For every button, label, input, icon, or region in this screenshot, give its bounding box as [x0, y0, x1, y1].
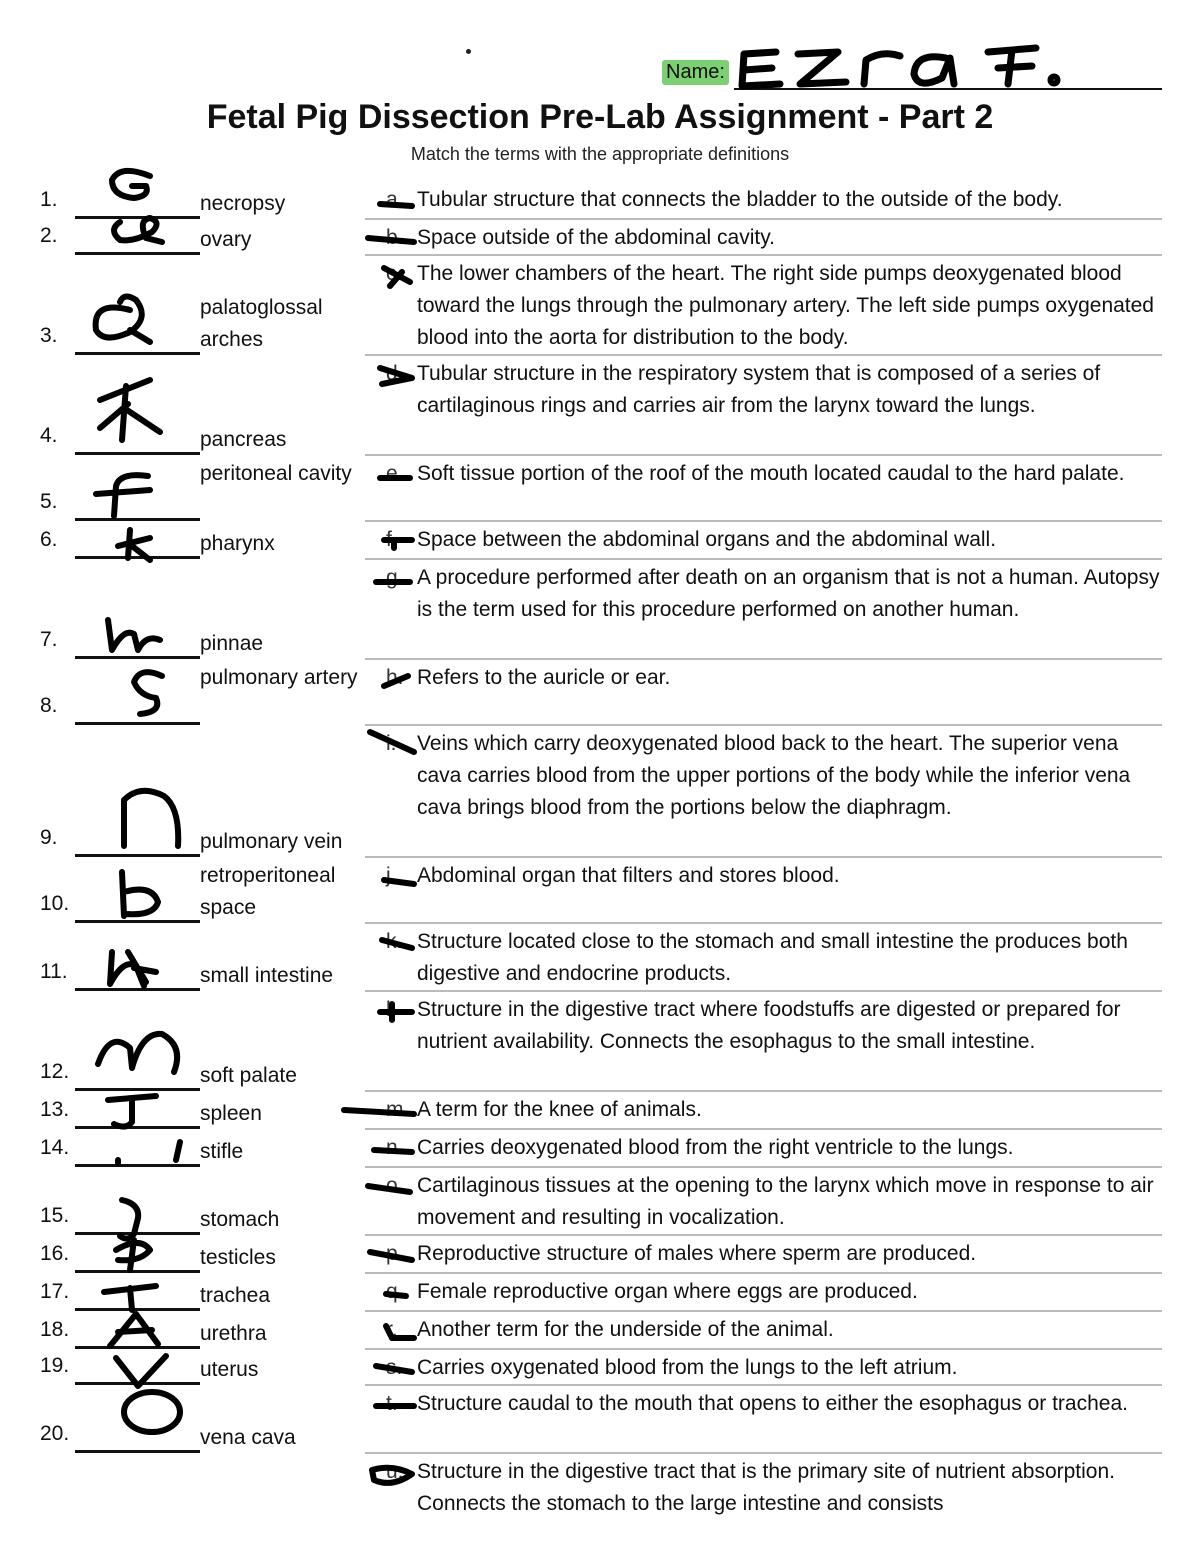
list-item [0, 1456, 1200, 1526]
answer-value [75, 692, 76, 693]
answer-value [75, 222, 76, 223]
item-number: 4. [40, 424, 58, 447]
answer-blank[interactable] [75, 1232, 200, 1235]
row-divider [365, 1234, 1162, 1236]
answer-blank[interactable] [75, 216, 200, 219]
definition-letter: a. [386, 188, 404, 211]
definition-letter: r. [386, 1318, 398, 1341]
definition-letter: e. [386, 462, 404, 485]
answer-blank[interactable] [75, 1382, 200, 1385]
answer-blank[interactable] [75, 1126, 200, 1129]
item-number: 10. [40, 892, 70, 915]
term-label: pharynx [200, 532, 275, 555]
definition-text: Space between the abdominal organs and the abdominal wall. [417, 528, 997, 551]
answer-value [75, 1096, 76, 1097]
definition-letter: c. [386, 262, 403, 285]
answer-value [75, 488, 76, 489]
list-item [0, 1094, 1200, 1132]
definition-text: A procedure performed after death on an organism that is not a human. Autopsy is the term used for this procedure performed on another human. [417, 566, 1160, 621]
item-number: 18. [40, 1318, 70, 1341]
answer-value [75, 1240, 76, 1241]
term-label: uterus [200, 1358, 259, 1381]
term-label: stomach [200, 1208, 280, 1231]
page-title: Fetal Pig Dissection Pre-Lab Assignment - Part 2 [206, 98, 994, 136]
term-label: ovary [200, 228, 252, 251]
definition-letter: t. [386, 1392, 398, 1415]
item-number: 13. [40, 1098, 70, 1121]
answer-value [75, 1316, 76, 1317]
term-label: peritoneal cavity [200, 462, 352, 485]
list-item [0, 1314, 1200, 1352]
row-divider [365, 658, 1162, 660]
term-label: vena cava [200, 1426, 296, 1449]
definition-text: Cartilaginous tissues at the opening to the larynx which move in response to air movement and resulting in vocalization. [417, 1174, 1154, 1229]
definition-letter: n. [386, 1136, 404, 1159]
definition-text: Refers to the auricle or ear. [417, 666, 671, 689]
row-divider [365, 354, 1162, 356]
definition-text: A term for the knee of animals. [417, 1098, 702, 1121]
row-divider [365, 856, 1162, 858]
list-item [0, 1352, 1200, 1388]
answer-value [75, 322, 76, 323]
term-label: palatoglossal arches [200, 296, 323, 351]
list-item [0, 994, 1200, 1094]
answer-value [75, 526, 76, 527]
item-number: 2. [40, 224, 58, 247]
answer-blank[interactable] [75, 252, 200, 255]
term-label: spleen [200, 1102, 262, 1125]
definition-letter: d. [386, 362, 404, 385]
row-divider [365, 1166, 1162, 1168]
list-item [0, 258, 1200, 358]
row-divider [365, 520, 1162, 522]
row-divider [365, 218, 1162, 220]
row-divider [365, 558, 1162, 560]
item-number: 8. [40, 694, 58, 717]
list-item [0, 184, 1200, 222]
term-label: pulmonary artery [200, 666, 358, 689]
answer-value [75, 1420, 76, 1421]
list-item [0, 926, 1200, 994]
term-label: trachea [200, 1284, 271, 1307]
term-label: necropsy [200, 192, 286, 215]
item-number: 17. [40, 1280, 70, 1303]
item-number: 12. [40, 1060, 70, 1083]
row-divider [365, 254, 1162, 256]
row-divider [365, 922, 1162, 924]
definition-letter: k. [386, 930, 403, 953]
row-divider [365, 1348, 1162, 1350]
item-number: 15. [40, 1204, 70, 1227]
list-item [0, 1170, 1200, 1238]
definition-text: Space outside of the abdominal cavity. [417, 226, 775, 249]
answer-blank[interactable] [75, 1346, 200, 1349]
term-label: soft palate [200, 1064, 297, 1087]
definition-text: Soft tissue portion of the roof of the mouth located caudal to the hard palate. [417, 462, 1125, 485]
item-number: 19. [40, 1354, 70, 1377]
answer-blank[interactable] [75, 1088, 200, 1091]
answer-blank[interactable] [75, 920, 200, 923]
answer-value [75, 186, 76, 187]
answer-blank[interactable] [75, 452, 200, 455]
answer-value [75, 1278, 76, 1279]
list-item [0, 1388, 1200, 1456]
item-number: 5. [40, 490, 58, 513]
definition-text: Structure in the digestive tract that is the primary site of nutrient absorption. Connects the stomach to the large intestine and consists [417, 1460, 1116, 1515]
definition-text: Abdominal organ that filters and stores blood. [417, 864, 840, 887]
term-label: urethra [200, 1322, 267, 1345]
row-divider [365, 1090, 1162, 1092]
definition-text: The lower chambers of the heart. The right side pumps deoxygenated blood toward the lungs through the pulmonary artery. The left side pumps oxygenated blood into the aorta for distribution to the body. [417, 262, 1154, 349]
handwritten-name [736, 40, 1096, 90]
list-item [0, 1132, 1200, 1170]
item-number: 11. [40, 960, 68, 983]
row-divider [365, 990, 1162, 992]
definition-letter: i. [386, 732, 397, 755]
definition-text: Structure caudal to the mouth that opens to either the esophagus or trachea. [417, 1392, 1128, 1415]
row-divider [365, 1452, 1162, 1454]
row-divider [365, 454, 1162, 456]
answer-blank[interactable] [75, 556, 200, 559]
definition-letter: u. [386, 1460, 404, 1483]
answer-value [75, 1058, 76, 1059]
answer-blank[interactable] [75, 518, 200, 521]
list-item [0, 358, 1200, 458]
row-divider [365, 1310, 1162, 1312]
definition-text: Tubular structure that connects the bladder to the outside of the body. [417, 188, 1063, 211]
answer-blank[interactable] [75, 1164, 200, 1167]
answer-value [75, 422, 76, 423]
list-item [0, 458, 1200, 524]
name-field[interactable] [662, 40, 1162, 92]
name-label: Name: [662, 60, 729, 85]
definition-text: Carries oxygenated blood from the lungs to the left atrium. [417, 1356, 958, 1379]
term-label: small intestine [200, 964, 334, 987]
definition-text: Reproductive structure of males where sperm are produced. [417, 1242, 977, 1265]
page-subtitle: Match the terms with the appropriate definitions [410, 144, 790, 164]
definition-text: Carries deoxygenated blood from the right ventricle to the lungs. [417, 1136, 1014, 1159]
item-number: 14. [40, 1136, 70, 1159]
item-number: 20. [40, 1422, 70, 1445]
answer-value [75, 1352, 76, 1353]
answer-value [75, 1202, 76, 1203]
row-divider [365, 1128, 1162, 1130]
item-number: 6. [40, 528, 58, 551]
item-number: 9. [40, 826, 58, 849]
list-item [0, 562, 1200, 662]
answer-blank[interactable] [75, 722, 200, 725]
definition-letter: f. [386, 528, 398, 551]
stray-dot [466, 49, 471, 54]
list-item [0, 1276, 1200, 1314]
definition-letter: h. [386, 666, 404, 689]
item-number: 16. [40, 1242, 70, 1265]
definition-letter: j. [386, 864, 397, 887]
list-item [0, 728, 1200, 860]
term-label: pinnae [200, 632, 264, 655]
list-item [0, 222, 1200, 258]
term-label: pancreas [200, 428, 287, 451]
definition-letter: g. [386, 566, 404, 589]
definition-letter: q. [386, 1280, 404, 1303]
row-divider [365, 724, 1162, 726]
definition-text: Tubular structure in the respiratory system that is composed of a series of cartilaginous rings and carries air from the larynx toward the lungs. [417, 362, 1101, 417]
term-label: retroperitoneal space [200, 864, 336, 919]
definition-letter: o. [386, 1174, 404, 1197]
list-item [0, 662, 1200, 728]
definition-letter: m. [386, 1098, 410, 1121]
list-item [0, 1238, 1200, 1276]
definition-letter: s. [386, 1356, 403, 1379]
item-number: 3. [40, 324, 58, 347]
definition-text: Female reproductive organ where eggs are produced. [417, 1280, 918, 1303]
item-number: 1. [40, 188, 58, 211]
answer-blank[interactable] [75, 988, 200, 991]
answer-value [75, 626, 76, 627]
answer-blank[interactable] [75, 656, 200, 659]
term-label: pulmonary vein [200, 830, 343, 853]
answer-blank[interactable] [75, 1270, 200, 1273]
item-number: 7. [40, 628, 58, 651]
definition-text: Veins which carry deoxygenated blood back to the heart. The superior vena cava carries blood from the upper portions of the body while the inferior vena cava brings blood from the portions below the diaphragm. [417, 732, 1131, 819]
definition-letter: p. [386, 1242, 404, 1265]
definition-letter: l. [386, 998, 397, 1021]
term-label: stifle [200, 1140, 244, 1163]
answer-blank[interactable] [75, 854, 200, 857]
term-label: testicles [200, 1246, 276, 1269]
definition-letter: b. [386, 226, 404, 249]
answer-blank[interactable] [75, 352, 200, 355]
row-divider [365, 1272, 1162, 1274]
list-item [0, 524, 1200, 562]
answer-blank[interactable] [75, 1308, 200, 1311]
answer-value [75, 890, 76, 891]
answer-blank[interactable] [75, 1450, 200, 1453]
definition-text: Structure located close to the stomach and small intestine the produces both digestive and endocrine products. [417, 930, 1128, 985]
definition-text: Another term for the underside of the animal. [417, 1318, 834, 1341]
definition-text: Structure in the digestive tract where foodstuffs are digested or prepared for nutrient availability. Connects the esophagus to the small intestine. [417, 998, 1121, 1053]
answer-value [75, 824, 76, 825]
row-divider [365, 1384, 1162, 1386]
answer-value [75, 958, 76, 959]
list-item [0, 860, 1200, 926]
